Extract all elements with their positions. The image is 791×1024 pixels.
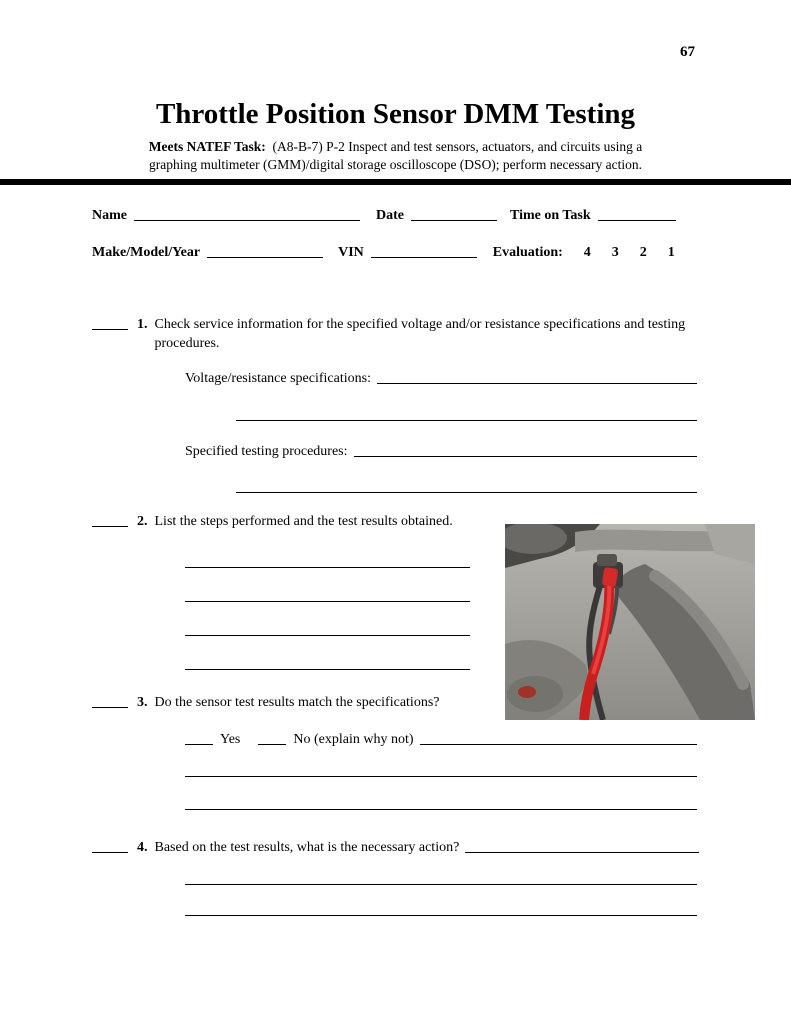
voltage-specs-continuation-line [236, 420, 697, 421]
task-2 [92, 512, 535, 531]
natef-line-2: graphing multimeter (GMM)/digital storage oscilloscope (DSO); perform necessary action. [149, 156, 642, 172]
task-4-completion-blank [92, 840, 128, 853]
task-1-completion-blank [92, 317, 128, 330]
necessary-action-answer-line [185, 915, 697, 916]
voltage-specs-blank [377, 371, 697, 384]
task-3-number: 3. [137, 695, 148, 710]
task-2-number: 2. [137, 514, 148, 529]
make-model-year-label: Make/Model/Year [92, 245, 201, 260]
task-2-completion-blank [92, 514, 128, 527]
engine-bay-photo [505, 524, 755, 720]
task-3-completion-blank [92, 695, 128, 708]
name-date-row [92, 206, 699, 224]
name-blank [134, 208, 360, 221]
time-on-task-label: Time on Task [510, 208, 591, 223]
task-3-text: Do the sensor test results match the specifications? [154, 695, 440, 710]
testing-procedures-label: Specified testing procedures: [185, 444, 348, 459]
voltage-specs-label: Voltage/resistance specifications: [185, 371, 371, 386]
make-model-year-blank [207, 245, 323, 258]
engine-bay-photo-graphic [505, 524, 755, 720]
evaluation-label: Evaluation: [492, 245, 563, 260]
date-blank [411, 208, 497, 221]
evaluation-score-4: 4 [583, 245, 591, 260]
explain-answer-line [185, 776, 697, 777]
date-label: Date [376, 208, 404, 223]
yes-label: Yes [220, 732, 241, 747]
no-label: No (explain why not) [293, 732, 414, 747]
yes-no-row [185, 730, 697, 748]
steps-answer-line [185, 635, 470, 636]
explain-blank [420, 732, 697, 745]
evaluation-score-1: 1 [667, 245, 675, 260]
divider-rule [0, 179, 791, 185]
natef-task-description [0, 138, 791, 173]
page-title: Throttle Position Sensor DMM Testing [155, 98, 636, 130]
necessary-action-blank [465, 840, 699, 853]
task-1-number: 1. [137, 317, 148, 332]
vehicle-row [92, 243, 699, 261]
natef-line-1 [0, 138, 791, 156]
voltage-specs-row [185, 369, 697, 387]
natef-label: Meets NATEF Task: [148, 139, 266, 154]
task-1-text: Check service information for the specified voltage and/or resistance specifications and testing procedures. [154, 317, 686, 352]
testing-procedures-row [185, 442, 697, 460]
task-3 [92, 693, 535, 712]
testing-procedures-blank [354, 444, 697, 457]
explain-answer-line [185, 809, 697, 810]
steps-answer-line [185, 669, 470, 670]
testing-procedures-continuation-line [236, 492, 697, 493]
vin-blank [371, 245, 477, 258]
necessary-action-answer-line [185, 884, 697, 885]
task-4 [92, 838, 699, 856]
yes-checkbox-blank [185, 732, 213, 745]
steps-answer-line [185, 567, 470, 568]
task-4-number: 4. [137, 840, 148, 855]
task-1 [92, 315, 695, 354]
name-label: Name [92, 208, 127, 223]
task-2-text: List the steps performed and the test results obtained. [154, 514, 453, 529]
vin-label: VIN [338, 245, 364, 260]
task-4-text: Based on the test results, what is the necessary action? [154, 840, 460, 855]
steps-answer-line [185, 601, 470, 602]
no-checkbox-blank [258, 732, 286, 745]
time-on-task-blank [598, 208, 676, 221]
evaluation-score-3: 3 [611, 245, 619, 260]
page-number: 67 [680, 44, 695, 60]
natef-text-1: (A8-B-7) P-2 Inspect and test sensors, actuators, and circuits using a [272, 139, 643, 154]
evaluation-score-2: 2 [639, 245, 647, 260]
